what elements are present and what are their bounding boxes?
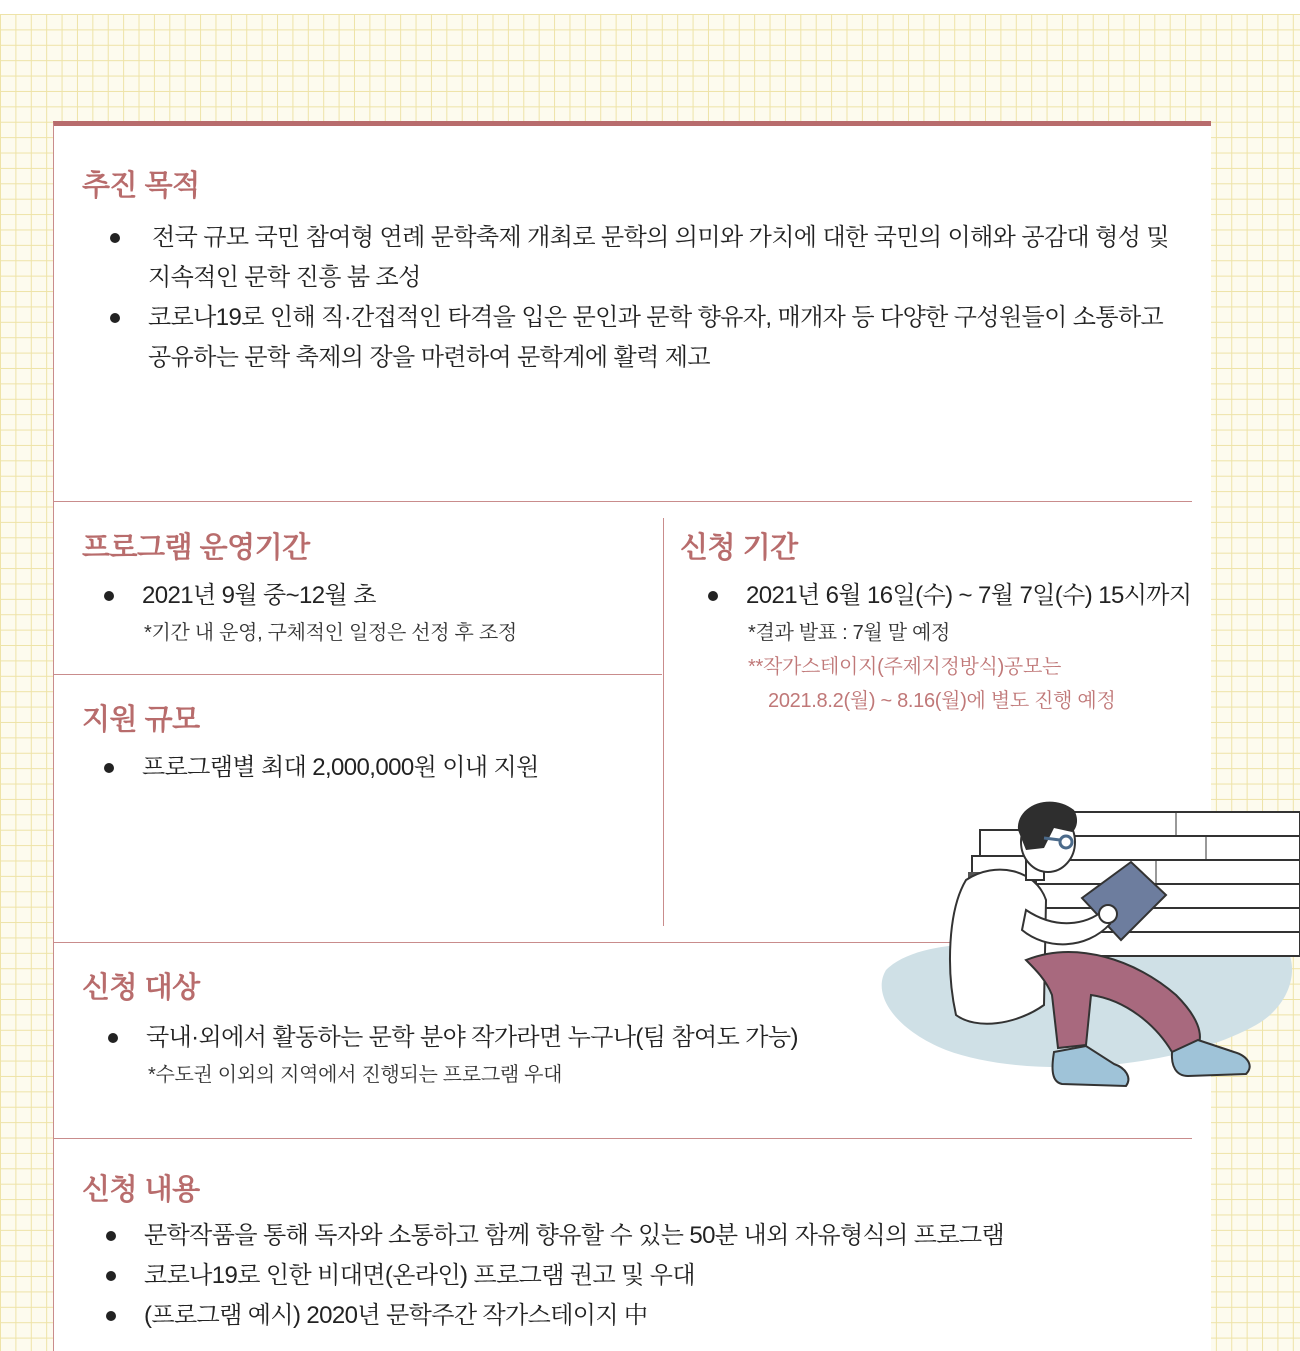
list-item: 2021년 9월 중~12월 초	[142, 576, 652, 616]
divider-target	[54, 1138, 1192, 1139]
list-item: 코로나19로 인한 비대면(온라인) 프로그램 권고 및 우대	[144, 1256, 1082, 1296]
section-title-content: 신청 내용	[82, 1174, 200, 1206]
target-note: *수도권 이외의 지역에서 진행되는 프로그램 우대	[148, 1064, 563, 1086]
list-item: 2021년 6월 16일(수) ~ 7월 7일(수) 15시까지	[746, 576, 1200, 616]
top-strip	[0, 0, 1300, 14]
divider-purpose	[54, 501, 1192, 502]
application-note-2b: 2021.8.2(월) ~ 8.16(월)에 별도 진행 예정	[768, 690, 1116, 712]
section-title-target: 신청 대상	[82, 972, 200, 1004]
section-target	[82, 970, 882, 1092]
application-note: *결과 발표 : 7월 말 예정	[748, 622, 951, 644]
bullet-icon	[110, 233, 120, 243]
bullet-icon	[108, 1033, 118, 1043]
section-period	[82, 530, 652, 650]
list-item: 전국 규모 국민 참여형 연례 문학축제 개최로 문학의 의미와 가치에 대한 국민의 이해와 공감대 형성 및 지속적인 문학 진흥 붐 조성	[148, 218, 1192, 298]
bullet-icon	[106, 1231, 116, 1241]
divider-period	[54, 674, 662, 675]
period-note: *기간 내 운영, 구체적인 일정은 선정 후 조정	[144, 622, 517, 644]
list-item: 코로나19로 인해 직·간접적인 타격을 입은 문인과 문학 향유자, 매개자 등 다양한 구성원들이 소통하고 공유하는 문학 축제의 장을 마련하여 문학계에 활력 제고	[148, 298, 1192, 378]
list-item: 문학작품을 통해 독자와 소통하고 함께 향유할 수 있는 50분 내외 자유형식의 프로그램	[144, 1216, 1082, 1256]
section-title-application-period: 신청 기간	[680, 532, 798, 564]
bullet-icon	[106, 1311, 116, 1321]
application-note-2: **작가스테이지(주제지정방식)공모는	[748, 656, 1061, 678]
bullet-icon	[110, 313, 120, 323]
list-item: 국내·외에서 활동하는 문학 분야 작가라면 누구나(팀 참여도 가능)	[146, 1018, 882, 1058]
list-item: 프로그램별 최대 2,000,000원 이내 지원	[142, 748, 652, 788]
section-title-support: 지원 규모	[82, 704, 200, 736]
section-application-period	[680, 530, 1200, 718]
bullet-icon	[104, 591, 114, 601]
divider-vertical	[663, 518, 664, 926]
reading-person-illustration	[876, 790, 1300, 1100]
bullet-icon	[104, 763, 114, 773]
list-item: (프로그램 예시) 2020년 문학주간 작가스테이지 中	[144, 1296, 1082, 1336]
section-purpose	[82, 168, 1192, 378]
section-content	[82, 1172, 1082, 1336]
section-support	[82, 702, 652, 788]
bullet-icon	[708, 591, 718, 601]
section-title-purpose: 추진 목적	[82, 170, 200, 202]
bullet-icon	[106, 1271, 116, 1281]
section-title-period: 프로그램 운영기간	[82, 532, 310, 564]
